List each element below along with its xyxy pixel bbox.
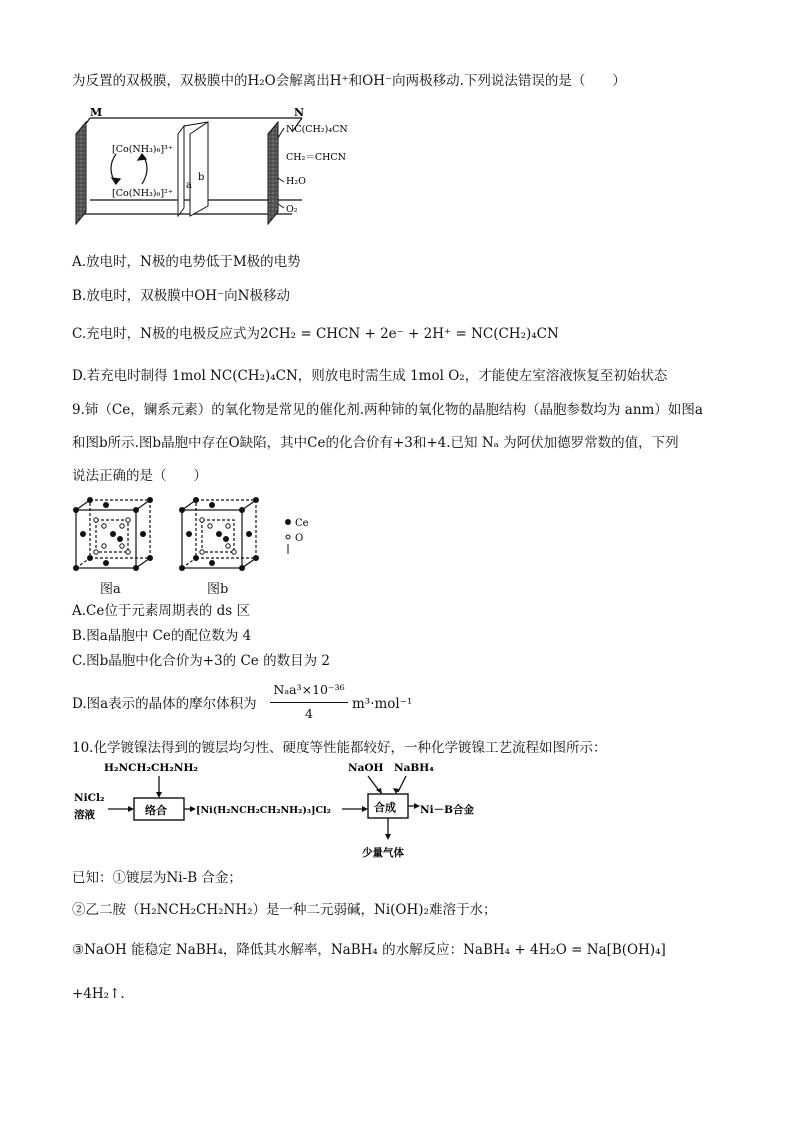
species-acrylonitrile: CH₂＝CHCN (286, 152, 346, 163)
q9-option-a: A.Ce位于元素周期表的 ds 区 (72, 603, 251, 619)
q10-known-4: +4H₂↑. (72, 986, 125, 1002)
q8-option-a: A.放电时，N极的电势低于M极的电势 (72, 254, 301, 270)
species-oxygen: O₂ (286, 204, 298, 215)
flow-box-synthesis (368, 794, 408, 818)
ce-legend-dot (285, 519, 291, 525)
membrane-b: b (198, 172, 205, 183)
flow-byproduct: 少量气体 (362, 847, 404, 859)
flow-nabh4: NaBH₄ (394, 762, 434, 774)
bipolar-membrane (178, 122, 208, 216)
electrode-n (268, 122, 278, 224)
legend-ce-label: Ce (295, 518, 309, 529)
q9-option-d-unit: m³·mol⁻¹ (352, 696, 413, 712)
q9-option-b: B.图a晶胞中 Ce的配位数为 4 (72, 628, 252, 644)
q9-stem-line-3: 说法正确的是（ ） (72, 468, 207, 484)
q10-known-1: 已知：①镀层为Ni-B 合金； (72, 870, 242, 886)
species-leaders (278, 128, 284, 208)
q9-option-d-numerator: Nₐa³×10⁻³⁶ (273, 682, 345, 697)
q9-option-c: C.图b晶胞中化合价为+3的 Ce 的数目为 2 (72, 653, 330, 669)
flow-box-complexation (134, 798, 184, 820)
electrolysis-cell-figure (72, 108, 402, 232)
q9-option-d-denominator: 4 (305, 706, 313, 721)
legend-o-label: O (295, 533, 304, 544)
q8-stem-tail: 为反置的双极膜，双极膜中的H₂O会解离出H⁺和OH⁻向两极移动.下列说法错误的是（ ） (72, 73, 626, 89)
complex-cycle-arrows (111, 154, 147, 184)
q10-stem: 10.化学镀镍法得到的镀层均匀性、硬度等性能都较好，一种化学镀镍工艺流程如图所示： (72, 740, 607, 756)
species-adiponitrile: NC(CH₂)₄CN (286, 124, 348, 135)
electrode-m (76, 122, 86, 224)
flow-box-2-label: 合成 (374, 801, 396, 814)
flow-product: Ni－B合金 (420, 804, 474, 816)
flow-box-1-label: 络合 (145, 804, 167, 817)
q10-known-2: ②乙二胺（H₂NCH₂CH₂NH₂）是一种二元弱碱，Ni(OH)₂难溶于水； (72, 902, 497, 918)
label-n: N (294, 108, 305, 119)
fig-b-caption: 图b (207, 582, 229, 597)
flow-input-nicl2: NiCl₂ (74, 792, 105, 804)
complex-bottom: [Co(NH₃)₆]²⁺ (112, 188, 173, 199)
flow-input-solution: 溶液 (74, 809, 95, 821)
q8-option-b: B.放电时，双极膜中OH⁻向N极移动 (72, 288, 290, 304)
label-m: M (90, 108, 103, 119)
flow-intermediate: [Ni(H₂NCH₂CH₂NH₂)₃]Cl₂ (196, 805, 331, 816)
flow-reagent-ethylenediamine: H₂NCH₂CH₂NH₂ (104, 762, 198, 774)
nickel-plating-flowchart (72, 758, 512, 862)
o-legend-dot (286, 535, 290, 539)
species-water: H₂O (286, 176, 306, 187)
fraction-bar (270, 702, 348, 703)
q9-option-d-prefix: D.图a表示的晶体的摩尔体积为 (72, 696, 257, 712)
q8-option-d: D.若充电时制得 1mol NC(CH₂)₄CN，则放电时需生成 1mol O₂，才能使左室溶液恢复至初始状态 (72, 368, 668, 384)
crystal-cell-a (72, 496, 156, 576)
membrane-a: a (186, 180, 192, 191)
crystal-legend (282, 514, 332, 558)
complex-top: [Co(NH₃)₆]³⁺ (112, 144, 173, 155)
flow-naoh: NaOH (348, 762, 384, 774)
crystal-cell-b (178, 496, 262, 576)
q9-stem-line-1: 9.铈（Ce，镧系元素）的氧化物是常见的催化剂.两种铈的氧化物的晶胞结构（晶胞参数均为 anm）如图a (72, 402, 703, 418)
q9-stem-line-2: 和图b所示.图b晶胞中存在O缺陷，其中Ce的化合价有+3和+4.已知 Nₐ 为阿伏加德罗常数的值，下列 (72, 435, 679, 451)
fig-a-caption: 图a (100, 582, 121, 597)
q8-option-c: C.充电时，N极的电极反应式为2CH₂ = CHCN + 2e⁻ + 2H⁺ = NC(CH₂)₄CN (72, 326, 559, 342)
q10-known-3: ③NaOH 能稳定 NaBH₄，降低其水解率，NaBH₄ 的水解反应：NaBH₄ + 4H₂O = Na[B(OH)₄] (72, 942, 666, 958)
